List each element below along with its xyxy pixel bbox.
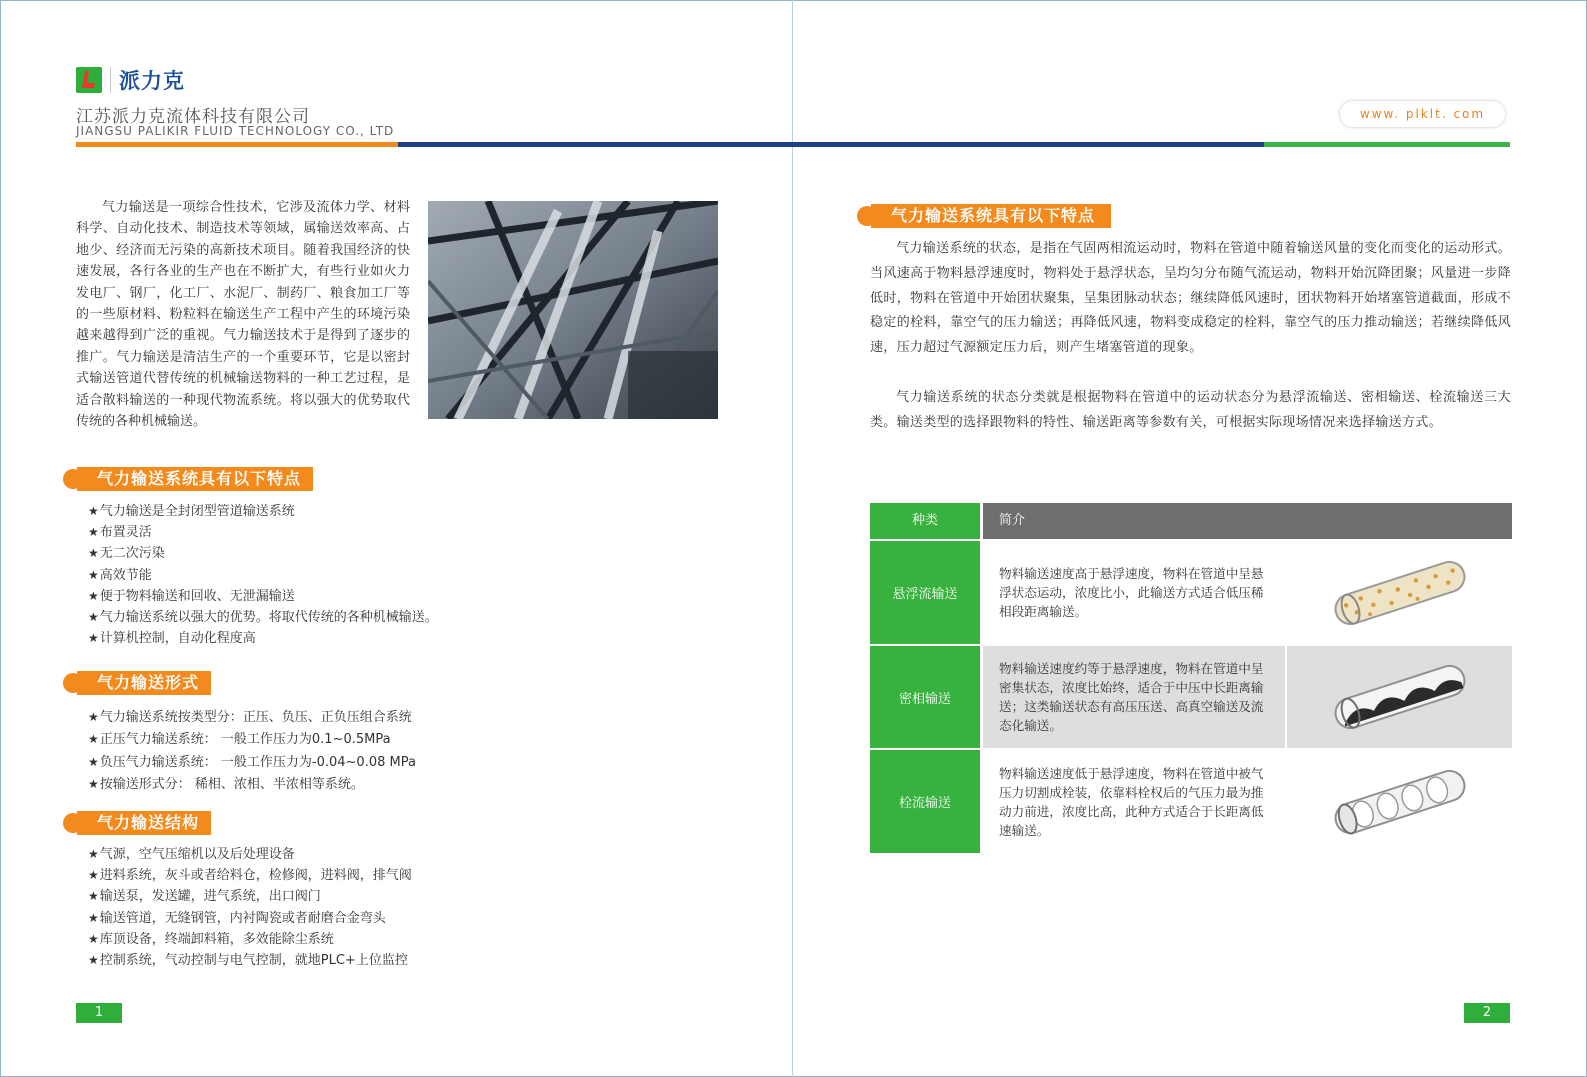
star-icon: ★ [88, 777, 99, 792]
star-icon: ★ [88, 732, 99, 747]
dense-phase-pipe-icon [1287, 646, 1512, 748]
star-icon: ★ [88, 910, 99, 925]
company-name-en: JIANGSU PALIKIR FLUID TECHNOLOGY CO., LTD [76, 124, 395, 138]
structure-list [88, 844, 412, 971]
right-paragraph-2: 气力输送系统的状态分类就是根据物料在管道中的运动状态分为悬浮流输送、密相输送、栓流输送三大类。输送类型的选择跟物料的特性、输送距离等参数有关，可根据实际现场情况来选择输送方式。 [870, 390, 1511, 430]
star-icon: ★ [88, 631, 99, 646]
website-link[interactable]: www. plklt. com [1340, 101, 1505, 127]
star-icon: ★ [88, 546, 99, 561]
list-item: ★输送管道，无缝钢管，内衬陶瓷或者耐磨合金弯头 [88, 910, 386, 926]
star-icon: ★ [88, 710, 99, 724]
list-item: ★高效节能 [88, 567, 152, 583]
logo-mark-icon [76, 67, 102, 93]
star-icon: ★ [88, 754, 99, 769]
star-icon: ★ [88, 931, 99, 946]
list-item: ★输送泵，发送罐，进气系统，出口阀门 [88, 889, 321, 905]
star-icon: ★ [88, 609, 99, 624]
dilute-phase-pipe-icon [1287, 541, 1512, 644]
list-item: ★计算机控制，自动化程度高 [88, 631, 256, 647]
star-icon: ★ [88, 952, 99, 967]
star-icon: ★ [88, 889, 99, 904]
table-header-desc: 简介 [983, 503, 1512, 539]
list-item: ★库顶设备，终端卸料箱，多效能除尘系统 [88, 931, 334, 947]
spread-fold-line [792, 0, 793, 1077]
list-item: ★气力输送是全封闭型管道输送系统 [88, 504, 295, 519]
list-item: ★正压气力输送系统： 一般工作压力为0.1~0.5MPa [88, 732, 391, 748]
star-icon: ★ [88, 588, 99, 603]
star-icon: ★ [88, 847, 99, 861]
features-list [88, 501, 438, 649]
star-icon: ★ [88, 525, 99, 540]
table-row-desc: 物料输送速度高于悬浮速度，物料在管道中呈悬浮状态运动，浓度比小，此输送方式适合低压稀相段距离输送。 [983, 541, 1285, 644]
list-item: ★进料系统，灰斗或者给料仓，检修阀，进料阀，排气阀 [88, 868, 412, 884]
header-bar-green [1264, 142, 1510, 147]
plug-flow-pipe-icon [1287, 750, 1512, 853]
star-icon: ★ [88, 868, 99, 883]
page-number-left: 1 [76, 1003, 122, 1023]
table-header-type: 种类 [870, 503, 980, 539]
company-name-cn: 江苏派力克流体科技有限公司 [76, 107, 310, 127]
header-bar-orange [76, 142, 398, 147]
list-item: ★按输送形式分： 稀相、浓相、半浓相等系统。 [88, 777, 364, 793]
list-item: ★无二次污染 [88, 546, 165, 562]
page-number-right: 2 [1464, 1003, 1510, 1023]
table-row-type: 悬浮流输送 [870, 541, 980, 644]
star-icon: ★ [88, 567, 99, 582]
industrial-pipes-photo [428, 201, 718, 419]
list-item: ★气力输送系统以强大的优势。将取代传统的各种机械输送。 [88, 609, 438, 625]
table-row-desc: 物料输送速度约等于悬浮速度，物料在管道中呈密集状态，浓度比始终，适合于中压中长距离输送；这类输送状态有高压压送、高真空输送及流态化输送。 [983, 646, 1285, 748]
intro-paragraph: 气力输送是一项综合性技术，它涉及流体力学、材料科学、自动化技术、制造技术等领域，属输送效率高、占地少、经济而无污染的高新技术项目。随着我国经济的快速发展，各行各业的生产也在不断扩大，有些行业如火力发电厂、钢厂，化工厂、水泥厂、制药厂、粮食加工厂等的一些原材料、粉粒料在输送生产工程中产生的环境污染越来越得到广泛的重视。气力输送技术于是得到了逐步的推广。气力输送是清洁生产的一个重要环节，它是以密封式输送管道代替传统的机械输送物料的一种工艺过程，是适合散料输送的一种现代物流系统。将以强大的优势取代传统的各种机械输送。 [76, 200, 410, 430]
table-row-desc: 物料输送速度低于悬浮速度，物料在管道中被气压力切割成栓装，依靠料栓权后的气压力最为推动力前进，浓度比高，此种方式适合于长距离低速输送。 [983, 750, 1285, 853]
logo-wordmark: 派力克 [119, 69, 185, 93]
forms-list [88, 706, 416, 796]
right-paragraph-1: 气力输送系统的状态，是指在气固两相流运动时，物料在管道中随着输送风量的变化而变化的运动形式。当风速高于物料悬浮速度时，物料处于悬浮状态，呈均匀分布随气流运动，物料开始沉降团聚；风量进一步降低时，物料在管道中开始团状聚集，呈集团脉动状态；继续降低风速时，团状物料开始堵塞管道截面，形成不稳定的栓料，靠空气的压力输送；再降低风速，物料变成稳定的栓料，靠空气的压力推动输送；若继续降低风速，压力超过气源额定压力后，则产生堵塞管道的现象。 [870, 241, 1511, 356]
brand-logo [76, 66, 185, 94]
list-item: ★负压气力输送系统： 一般工作压力为-0.04~0.08 MPa [88, 754, 416, 770]
list-item: ★布置灵活 [88, 525, 152, 541]
list-item: ★气源，空气压缩机以及后处理设备 [88, 847, 295, 862]
list-item: ★控制系统，气动控制与电气控制，就地PLC+上位监控 [88, 952, 408, 968]
header-bar-navy [398, 142, 1264, 147]
table-row-type: 密相输送 [870, 646, 980, 748]
list-item: ★气力输送系统按类型分：正压、负压、正负压组合系统 [88, 710, 412, 725]
table-row-type: 栓流输送 [870, 750, 980, 853]
star-icon: ★ [88, 504, 99, 518]
list-item: ★便于物料输送和回收、无泄漏输送 [88, 588, 295, 604]
